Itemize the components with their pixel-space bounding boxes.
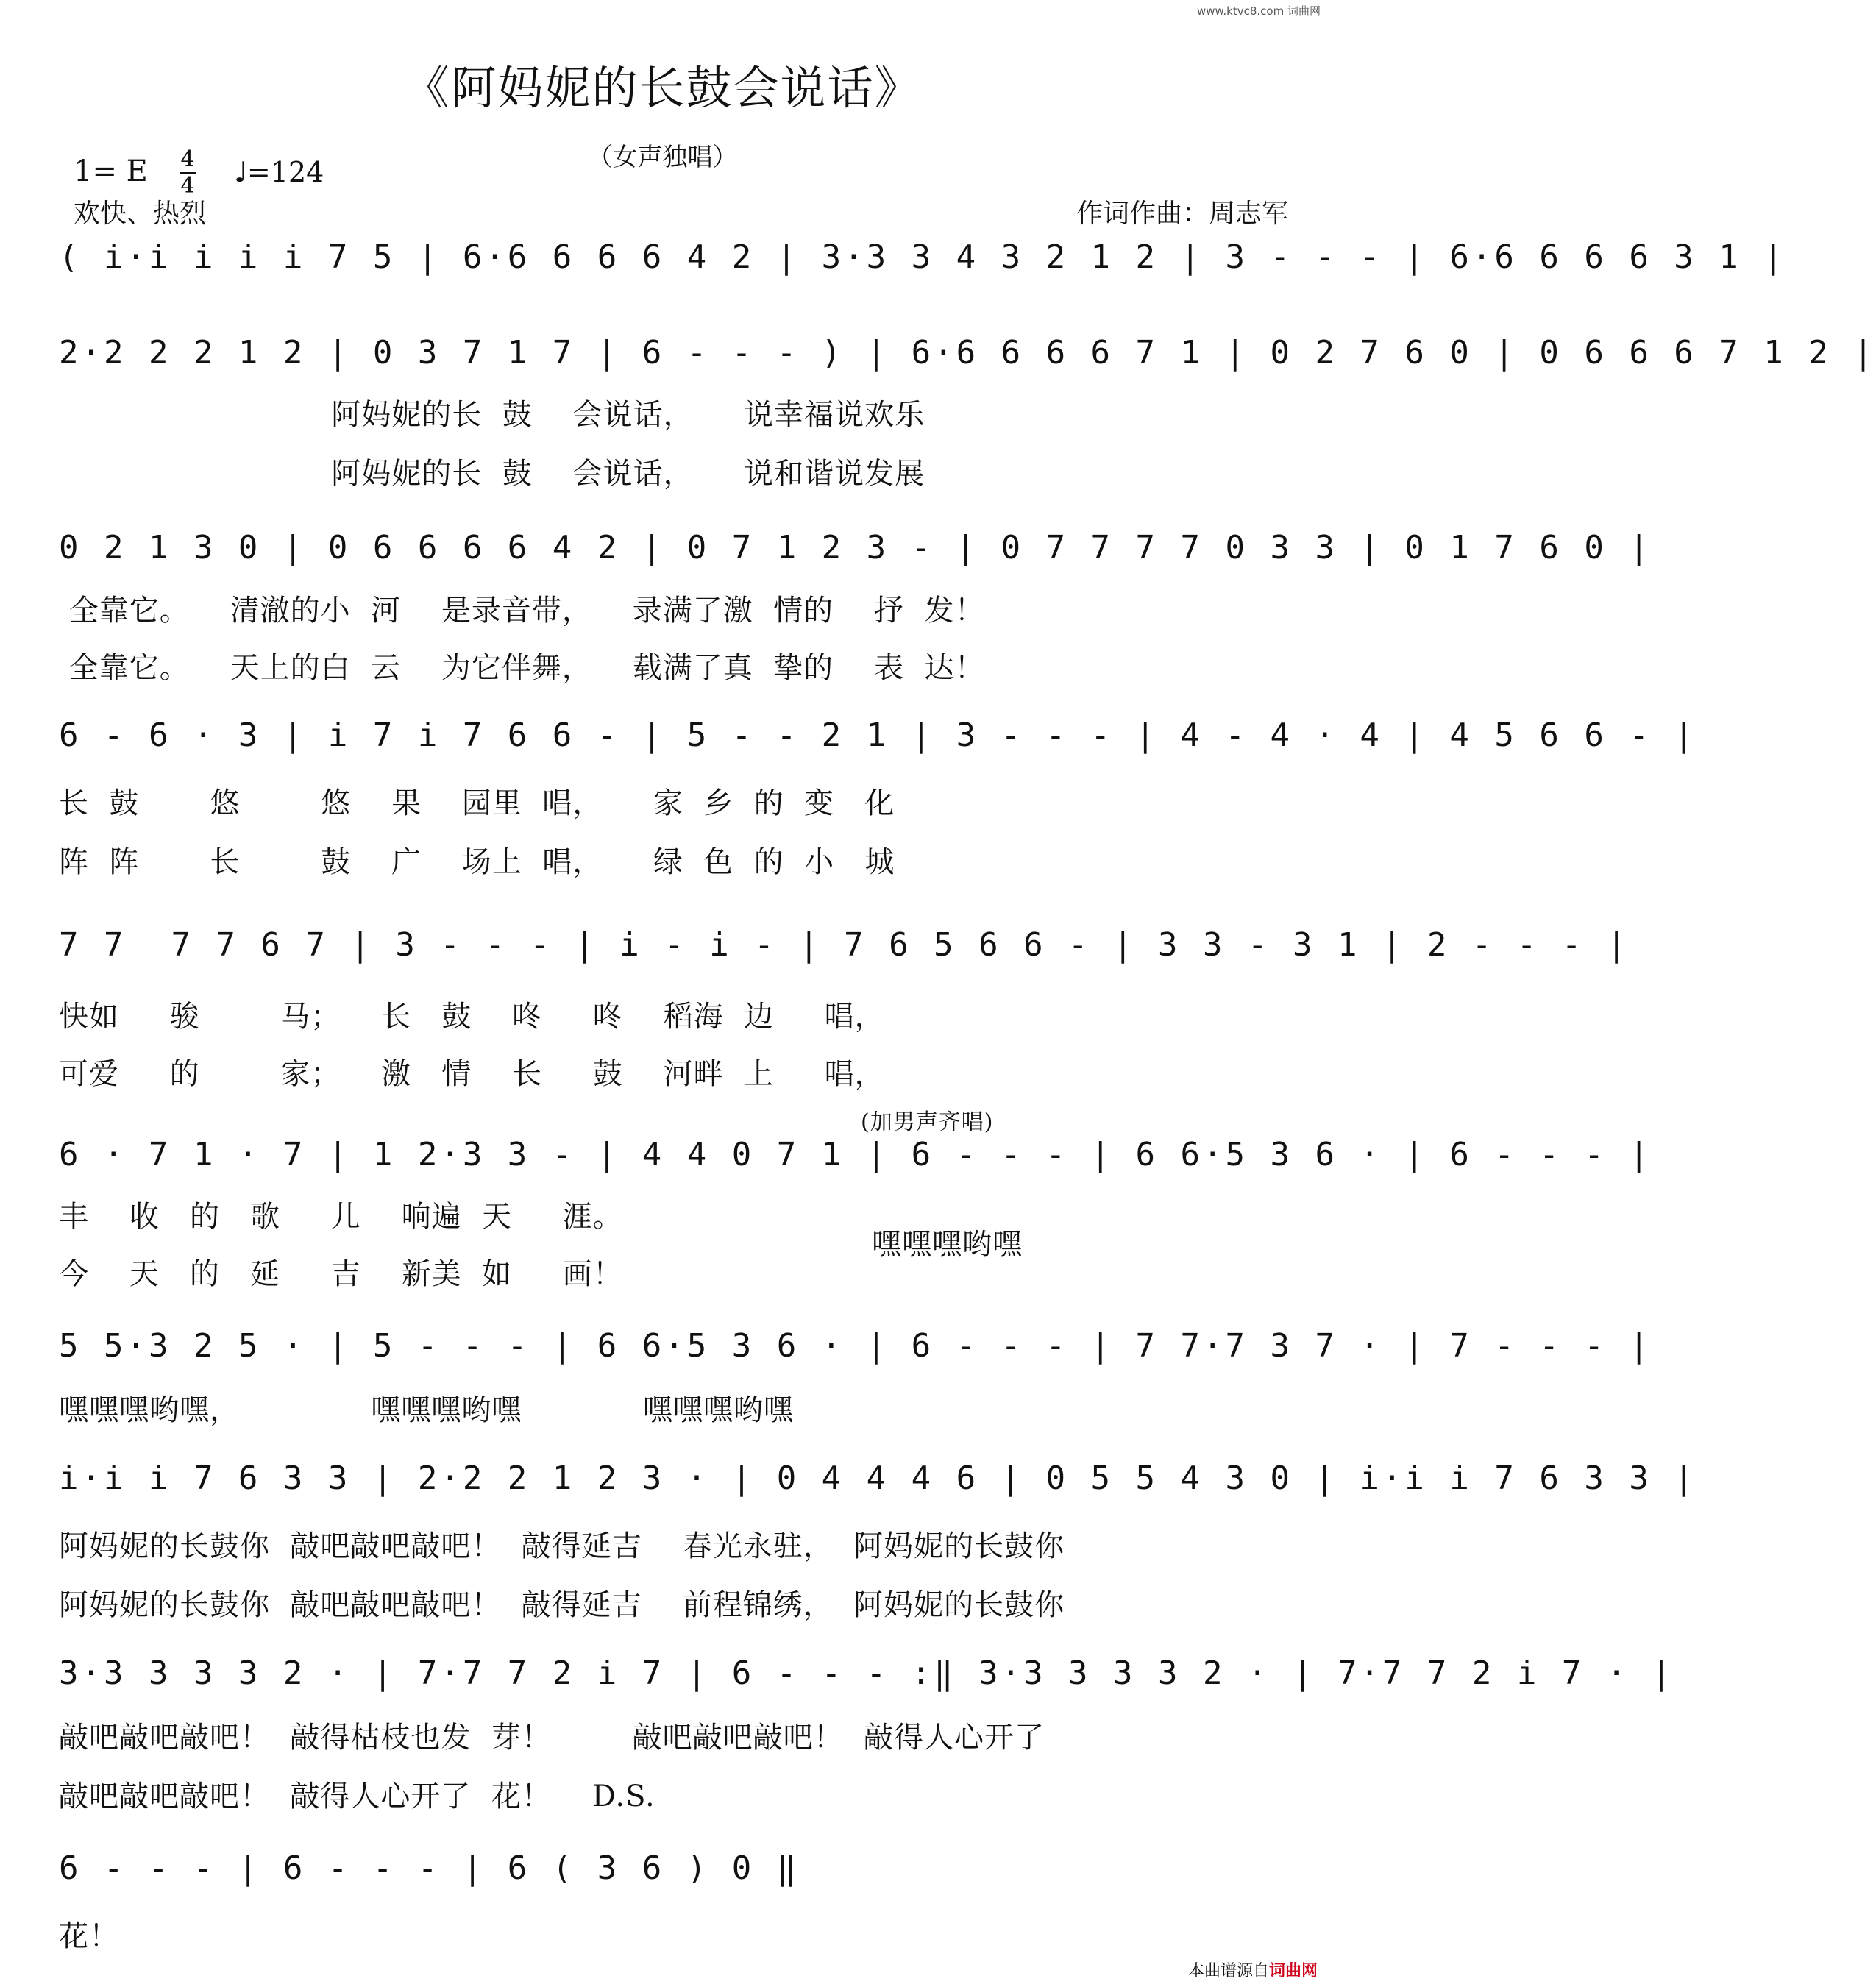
tempo-mark: ♩=124	[234, 156, 324, 188]
composer-credit: 作词作曲：周志军	[1076, 199, 1288, 229]
lyric-line: 阵 阵 长 鼓 广 场上 唱， 绿 色 的 小 城	[59, 845, 895, 879]
lyric-line: 花！	[59, 1919, 119, 1953]
lyric-line: 长 鼓 悠 悠 果 园里 唱， 家 乡 的 变 化	[59, 786, 895, 820]
style-mark: 欢快、热烈	[74, 199, 207, 229]
score-system-7	[59, 1317, 1652, 1374]
lyric-line: 今 天 的 延 吉 新美 如 画！	[59, 1257, 623, 1291]
lyric-line: 嘿嘿嘿哟嘿	[872, 1228, 1023, 1262]
score-system-3	[59, 519, 1652, 576]
key-signature: 1= E	[74, 154, 148, 188]
performance-note: (加男声齐唱)	[861, 1109, 994, 1135]
lyric-line: 全靠它。 清澈的小 河 是录音带， 录满了激 情的 抒 发！	[59, 594, 985, 628]
notation-line: 6 - - - | 6 - - - | 6 ( 3 6 ) 0 ‖	[59, 1849, 800, 1887]
notation-line: i·i i 7 6 3 3 | 2·2 2 1 2 3 · | 0 4 4 4 6 | 0 5 5 4 3 0 | i·i i 7 6 3 3 |	[59, 1459, 1696, 1497]
notation-line: 2·2 2 2 1 2 | 0 3 7 1 7 | 6 - - - ) | 6·6 6 6 6 7 1 | 0 2 7 6 0 | 0 6 6 6 7 1 2 |	[59, 333, 1876, 372]
footer-brand-link[interactable]: 词曲网	[1268, 1962, 1318, 1980]
lyric-line: 嘿嘿嘿哟嘿， 嘿嘿嘿哟嘿 嘿嘿嘿哟嘿	[59, 1393, 794, 1427]
footer-prefix: 本曲谱源自	[1187, 1962, 1269, 1980]
subtitle: （女声独唱）	[587, 143, 738, 172]
notation-line: 6 - 6 · 3 | i 7 i 7 6 6 - | 5 - - 2 1 | 3 - - - | 4 - 4 · 4 | 4 5 6 6 - |	[59, 716, 1696, 754]
lyric-line: 敲吧敲吧敲吧！ 敲得人心开了 花！ D.S.	[59, 1780, 655, 1813]
lyric-line: 快如 骏 马； 长 鼓 咚 咚 稻海 边 唱，	[59, 1000, 885, 1034]
site-watermark: www.ktvc8.com 词曲网	[1196, 4, 1321, 18]
score-system-1	[59, 228, 1786, 285]
notation-line: 6 · 7 1 · 7 | 1 2·3 3 - | 4 4 0 7 1 | 6 - - - | 6 6·5 3 6 · | 6 - - - |	[59, 1135, 1652, 1173]
lyric-line: 敲吧敲吧敲吧！ 敲得枯枝也发 芽！ 敲吧敲吧敲吧！ 敲得人心开了	[59, 1721, 1045, 1755]
lyric-line: 阿妈妮的长鼓你 敲吧敲吧敲吧！ 敲得延吉 春光永驻， 阿妈妮的长鼓你	[59, 1529, 1065, 1563]
score-system-10	[59, 1839, 1295, 1897]
lyric-line: 阿妈妮的长 鼓 会说话， 说幸福说欢乐	[59, 398, 925, 432]
lyric-line: 全靠它。 天上的白 云 为它伴舞， 载满了真 挚的 表 达！	[59, 651, 985, 685]
score-system-6	[59, 1126, 1652, 1183]
meter-top: 4	[180, 146, 195, 172]
footer-source	[1188, 1958, 1318, 1981]
notation-line: 5 5·3 2 5 · | 5 - - - | 6 6·5 3 6 · | 6 - - - | 7 7·7 3 7 · | 7 - - - |	[59, 1326, 1652, 1365]
notation-line: ( i·i i i i 7 5 | 6·6 6 6 6 4 2 | 3·3 3 4 3 2 1 2 | 3 - - - | 6·6 6 6 6 3 1 |	[59, 238, 1786, 276]
lyric-line: 阿妈妮的长鼓你 敲吧敲吧敲吧！ 敲得延吉 前程锦绣， 阿妈妮的长鼓你	[59, 1588, 1065, 1622]
lyric-line: 丰 收 的 歌 儿 响遍 天 涯。	[59, 1200, 623, 1234]
notation-line: 3·3 3 3 3 2 · | 7·7 7 2 i 7 | 6 - - - :‖ 3·3 3 3 3 2 · | 7·7 7 2 i 7 · |	[59, 1654, 1674, 1692]
score-system-5	[59, 916, 1630, 973]
score-system-8	[59, 1449, 1696, 1507]
notation-line: 7 7 7 7 6 7 | 3 - - - | i - i - | 7 6 5 6 6 - | 3 3 - 3 1 | 2 - - - |	[59, 925, 1630, 964]
score-system-2	[59, 324, 1876, 381]
meter-bottom: 4	[180, 173, 195, 199]
lyric-line: 可爱 的 家； 激 情 长 鼓 河畔 上 唱，	[59, 1057, 885, 1091]
time-signature	[180, 146, 196, 199]
score-system-4	[59, 706, 1696, 764]
lyric-line: 阿妈妮的长 鼓 会说话， 说和谐说发展	[59, 457, 925, 491]
score-system-9	[59, 1644, 1674, 1702]
notation-line: 0 2 1 3 0 | 0 6 6 6 6 4 2 | 0 7 1 2 3 - | 0 7 7 7 7 0 3 3 | 0 1 7 6 0 |	[59, 528, 1652, 566]
song-title: 《阿妈妮的长鼓会说话》	[403, 61, 922, 115]
